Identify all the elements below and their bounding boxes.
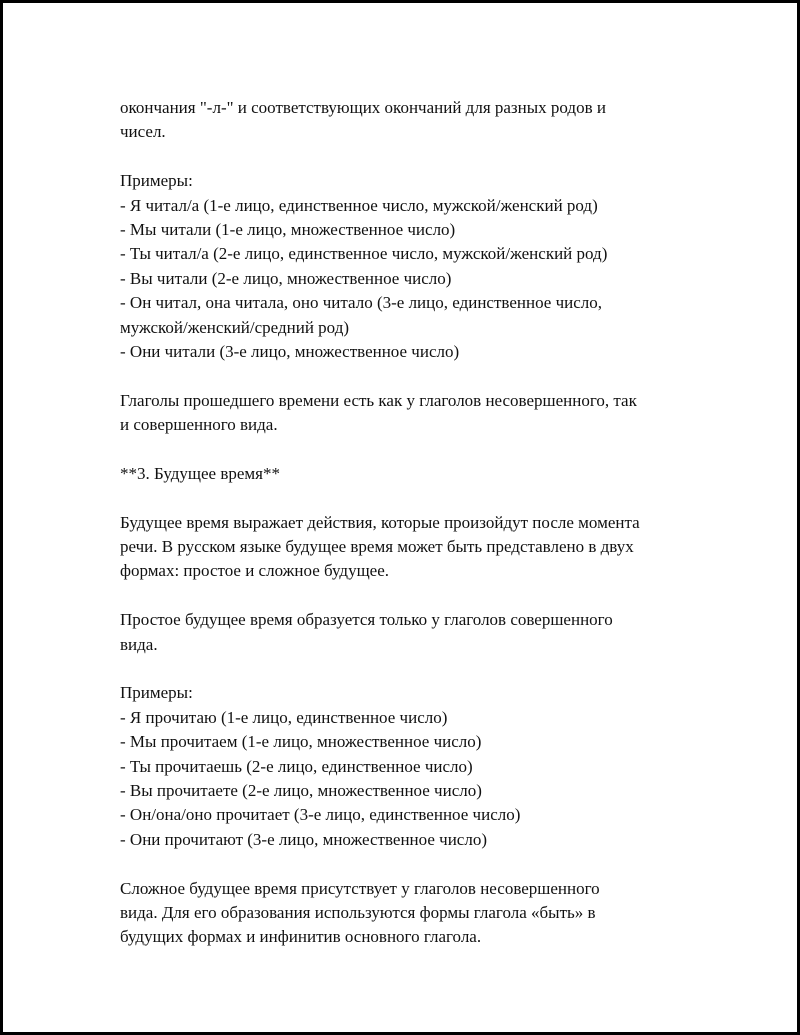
spacer bbox=[120, 486, 710, 510]
paragraph bbox=[120, 511, 710, 584]
list-item: - Ты прочитаешь (2-е лицо, единственное число) bbox=[120, 756, 473, 776]
list-item: - Они читали (3-е лицо, множественное число) bbox=[120, 341, 460, 361]
text-line: будущих формах и инфинитив основного глагола. bbox=[120, 927, 482, 947]
list-item: - Он/она/оно прочитает (3-е лицо, единственное число) bbox=[120, 805, 521, 825]
examples-future bbox=[120, 681, 710, 852]
spacer bbox=[120, 852, 710, 876]
spacer bbox=[120, 584, 710, 608]
section-heading: **3. Будущее время** bbox=[120, 463, 280, 483]
list-item: мужской/женский/средний род) bbox=[120, 317, 350, 337]
list-item: - Вы прочитаете (2-е лицо, множественное число) bbox=[120, 780, 482, 800]
list-item: - Вы читали (2-е лицо, множественное число) bbox=[120, 268, 452, 288]
text-line: чисел. bbox=[120, 122, 166, 142]
text-line: речи. В русском языке будущее время может быть представлено в двух bbox=[120, 537, 634, 557]
examples-heading: Примеры: bbox=[120, 683, 193, 703]
examples-heading: Примеры: bbox=[120, 171, 193, 191]
list-item: - Мы читали (1-е лицо, множественное число) bbox=[120, 219, 456, 239]
spacer bbox=[120, 657, 710, 681]
paragraph bbox=[120, 96, 710, 145]
spacer bbox=[120, 437, 710, 461]
text-line: вида. bbox=[120, 634, 158, 654]
list-item: - Я прочитаю (1-е лицо, единственное число) bbox=[120, 707, 448, 727]
list-item: - Мы прочитаем (1-е лицо, множественное число) bbox=[120, 732, 482, 752]
paragraph bbox=[120, 877, 710, 950]
spacer bbox=[120, 364, 710, 388]
paragraph bbox=[120, 608, 710, 657]
examples-past bbox=[120, 169, 710, 364]
text-line: Будущее время выражает действия, которые произойдут после момента bbox=[120, 512, 640, 532]
list-item: - Ты читал/а (2-е лицо, единственное число, мужской/женский род) bbox=[120, 244, 608, 264]
list-item: - Я читал/а (1-е лицо, единственное число, мужской/женский род) bbox=[120, 195, 598, 215]
text-line: и совершенного вида. bbox=[120, 415, 278, 435]
text-line: окончания "-л-" и соответствующих окончаний для разных родов и bbox=[120, 98, 606, 117]
list-item: - Он читал, она читала, оно читало (3-е лицо, единственное число, bbox=[120, 293, 602, 313]
text-line: формах: простое и сложное будущее. bbox=[120, 561, 390, 581]
paragraph bbox=[120, 389, 710, 438]
text-line: Сложное будущее время присутствует у глаголов несовершенного bbox=[120, 878, 600, 898]
text-line: Глаголы прошедшего времени есть как у глаголов несовершенного, так bbox=[120, 390, 637, 410]
document-body bbox=[120, 96, 710, 950]
list-item: - Они прочитают (3-е лицо, множественное число) bbox=[120, 829, 487, 849]
text-line: Простое будущее время образуется только у глаголов совершенного bbox=[120, 610, 613, 630]
spacer bbox=[120, 145, 710, 169]
text-line: вида. Для его образования используются формы глагола «быть» в bbox=[120, 902, 596, 922]
